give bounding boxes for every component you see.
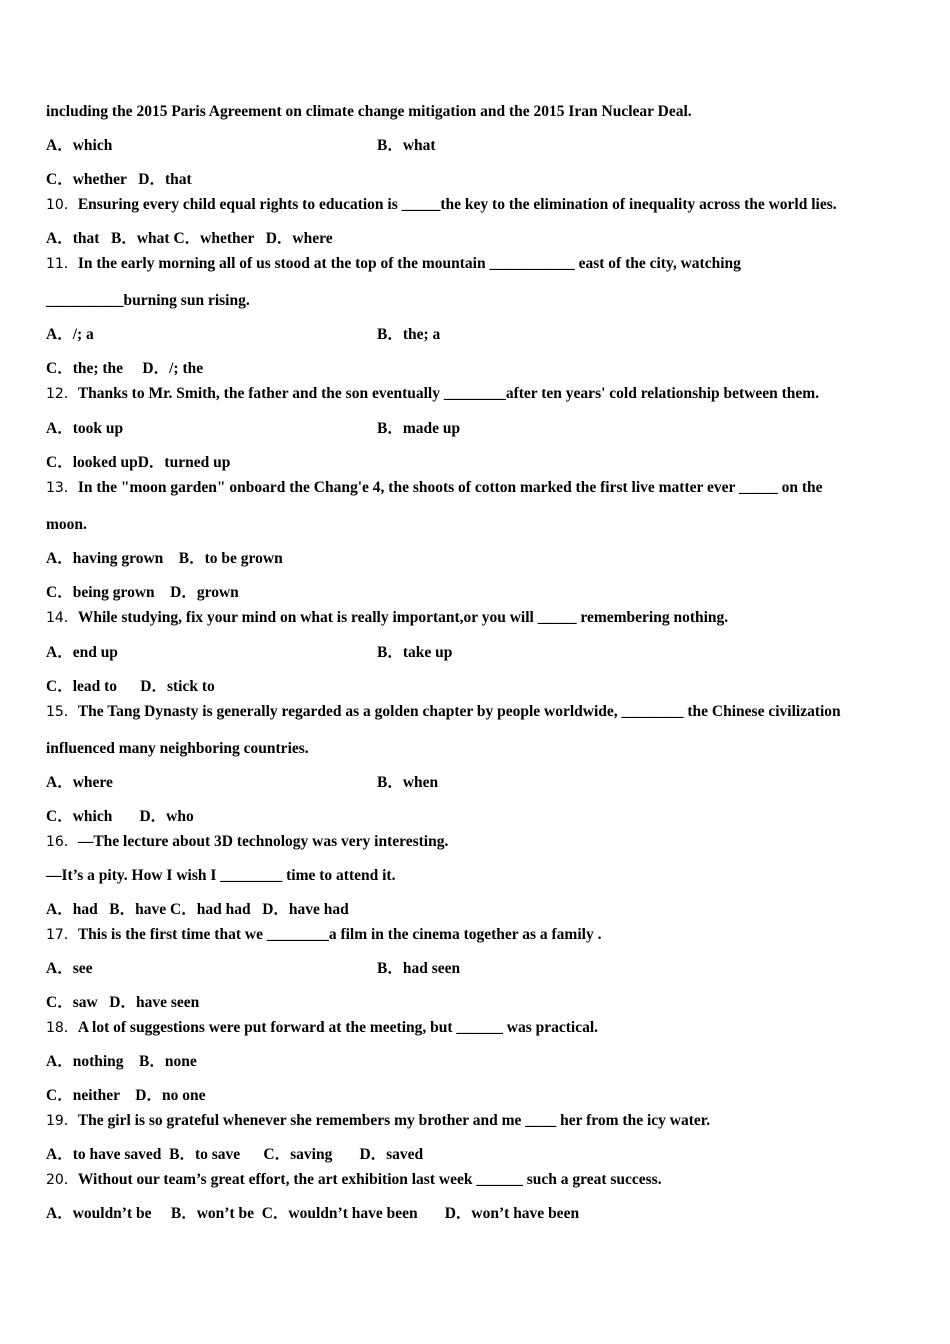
q11-stem-cont: __________burning sun rising. bbox=[46, 292, 250, 309]
q13-stem-cont: moon. bbox=[46, 516, 87, 533]
q15-number: 15． bbox=[46, 704, 78, 720]
q12-stem bbox=[46, 384, 819, 404]
q19-number: 19． bbox=[46, 1113, 78, 1129]
q13-text: In the "moon garden" onboard the Chang'e 4, the shoots of cotton marked the first live matter ever _____ on the bbox=[77, 479, 823, 496]
q18-text: A lot of suggestions were put forward at the meeting, but ______ was practical. bbox=[77, 1019, 599, 1036]
q14-options-cd: C．lead to D．stick to bbox=[46, 678, 215, 695]
q11-option-a: A．/; a bbox=[46, 326, 94, 343]
q15-options-cd: C．which D．who bbox=[46, 808, 194, 825]
q14-option-a: A．end up bbox=[46, 644, 118, 661]
q17-stem bbox=[46, 925, 601, 945]
q10-options: A．that B．what C．whether D．where bbox=[46, 230, 333, 247]
q9-options-cd: C．whether D．that bbox=[46, 171, 192, 188]
q19-options: A．to have saved B．to save C．saving D．saved bbox=[46, 1146, 424, 1163]
q18-stem bbox=[46, 1018, 598, 1038]
q12-number: 12． bbox=[46, 386, 78, 402]
q17-number: 17． bbox=[46, 927, 78, 943]
q16-stem-reply: —It’s a pity. How I wish I ________ time to attend it. bbox=[46, 867, 396, 884]
q9-stem-tail: including the 2015 Paris Agreement on climate change mitigation and the 2015 Iran Nuclear Deal. bbox=[46, 103, 692, 120]
q14-number: 14． bbox=[46, 610, 78, 626]
q15-stem bbox=[46, 702, 841, 722]
q11-stem bbox=[46, 254, 741, 274]
q12-text: Thanks to Mr. Smith, the father and the son eventually ________after ten years' cold relationship between them. bbox=[77, 385, 820, 402]
q15-stem-cont: influenced many neighboring countries. bbox=[46, 740, 309, 757]
q18-number: 18． bbox=[46, 1020, 78, 1036]
q11-number: 11． bbox=[46, 256, 78, 272]
q10-stem bbox=[46, 195, 837, 215]
q15-text: The Tang Dynasty is generally regarded as a golden chapter by people worldwide, ________ the Chinese civilization bbox=[77, 703, 841, 720]
q17-options-cd: C．saw D．have seen bbox=[46, 994, 200, 1011]
q12-options-cd: C．looked upD．turned up bbox=[46, 454, 231, 471]
q19-text: The girl is so grateful whenever she remembers my brother and me ____ her from the icy water. bbox=[77, 1112, 711, 1129]
q10-number: 10． bbox=[46, 197, 78, 213]
q11-options-cd: C．the; the D．/; the bbox=[46, 360, 204, 377]
q16-number: 16． bbox=[46, 834, 78, 850]
q20-number: 20． bbox=[46, 1172, 78, 1188]
q17-option-a: A．see bbox=[46, 960, 93, 977]
q13-stem bbox=[46, 478, 823, 498]
q19-stem bbox=[46, 1111, 710, 1131]
q14-option-b: B．take up bbox=[377, 644, 453, 661]
q13-options-ab: A．having grown B．to be grown bbox=[46, 550, 283, 567]
q17-option-b: B．had seen bbox=[377, 960, 461, 977]
q9-option-a: A．which bbox=[46, 137, 113, 154]
q13-number: 13． bbox=[46, 480, 78, 496]
q14-stem bbox=[46, 608, 728, 628]
q12-option-a: A．took up bbox=[46, 420, 124, 437]
q18-options-ab: A．nothing B．none bbox=[46, 1053, 197, 1070]
q10-text: Ensuring every child equal rights to education is _____the key to the elimination of inequality across the world lies. bbox=[77, 196, 837, 213]
q13-options-cd: C．being grown D．grown bbox=[46, 584, 239, 601]
q16-text: —The lecture about 3D technology was very interesting. bbox=[77, 833, 449, 850]
q11-option-b: B．the; a bbox=[377, 326, 441, 343]
q20-options: A．wouldn’t be B．won’t be C．wouldn’t have been D．won’t have been bbox=[46, 1205, 580, 1222]
q15-option-b: B．when bbox=[377, 774, 439, 791]
q16-stem bbox=[46, 832, 448, 852]
q14-text: While studying, fix your mind on what is really important,or you will _____ remembering nothing. bbox=[77, 609, 729, 626]
q11-text: In the early morning all of us stood at the top of the mountain ___________ east of the city, watching bbox=[77, 255, 741, 272]
q18-options-cd: C．neither D．no one bbox=[46, 1087, 206, 1104]
q12-option-b: B．made up bbox=[377, 420, 461, 437]
q9-option-b: B．what bbox=[377, 137, 436, 154]
q17-text: This is the first time that we ________a film in the cinema together as a family . bbox=[77, 926, 602, 943]
q16-options: A．had B．have C．had had D．have had bbox=[46, 901, 349, 918]
q20-text: Without our team’s great effort, the art exhibition last week ______ such a great success. bbox=[77, 1171, 662, 1188]
q20-stem bbox=[46, 1170, 662, 1190]
q15-option-a: A．where bbox=[46, 774, 113, 791]
